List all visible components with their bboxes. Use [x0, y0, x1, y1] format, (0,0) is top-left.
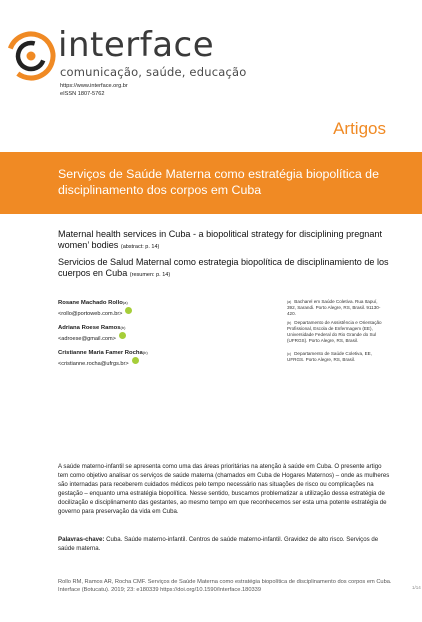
journal-name: interface [58, 25, 215, 65]
author-email: <cristianne.rocha@ufrgs.br> [58, 360, 278, 367]
affiliation: $^{(b)}$ Departamento de Assistência e Orientação Profissional, Escola de Enfermagem (EE), Universidade Federal do Rio Grande do Sul (UFRGS). Porto Alegre, RS, Brasil. [287, 320, 382, 343]
author-block [58, 300, 278, 317]
journal-meta [60, 82, 128, 98]
abstract-text: A saúde materno-infantil se apresenta como uma das áreas prioritárias na atenção à saúde em Cuba. O presente artigo tem como objetivo analisar os serviços de saúde materna (chamados em Cuba de Hogares Maternos) – onde as mulheres são internadas para receberem cuidados médicos pelo tempo necessário nas situações de risco ou complicações na gestação – enquanto uma estratégia biopolítica. Nesse sentido, buscamos problematizar a utilização dessa estratégia de docilização e disciplinamento das gestantes, ao mesmo tempo em que reconhecemos ser esta uma potente estratégia de governo para preservação da vida em Cuba. [58, 463, 390, 516]
page-indicator: 1/14 [412, 585, 421, 590]
author-mark: (a) [122, 300, 128, 305]
alt-title-spanish-text: Servicios de Salud Maternal como estrategia biopolítica de disciplinamiento de los cuerpos en Cuba [58, 257, 389, 278]
journal-logo-icon [6, 31, 56, 81]
keywords [58, 535, 392, 553]
orcid-icon[interactable] [125, 307, 132, 314]
alt-title-english [58, 229, 398, 253]
citation: Rollo RM, Ramos AR, Rocha CMF. Serviços de Saúde Materna como estratégia biopolítica de disciplinamento dos corpos em Cuba. Interface (Botucatu). 2019; 23: e180339 https://doi.org/10.1590/Interface.180339 [58, 579, 392, 594]
author-mark: (b) [120, 325, 126, 330]
affiliation: $^{(c)}$ Departamento de Saúde Coletiva, EE, UFRGS. Porto Alegre, RS, Brasil. [287, 351, 372, 362]
journal-subtitle: comunicação, saúde, educação [60, 65, 247, 79]
alt-title-english-text: Maternal health services in Cuba - a biopolitical strategy for disciplining pregnant women’ bodies [58, 229, 383, 250]
keywords-text: Cuba. Saúde materno-infantil. Centros de saúde materno-infantil. Gravidez de alto risco. Serviços de saúde materna. [58, 536, 379, 553]
orcid-icon[interactable] [119, 332, 126, 339]
journal-url[interactable]: https://www.interface.org.br [60, 83, 128, 89]
author-name: Cristianne Maria Famer Rocha$^{(b)}$ [58, 350, 148, 356]
alt-title-spanish [58, 257, 398, 281]
author-mark: (b) [142, 350, 148, 355]
author-block [58, 350, 278, 367]
abstract-link[interactable]: (abstract: p. 14) [120, 244, 160, 250]
affiliation: $^{(a)}$ Bacharel em Saúde Coletiva. Rua Itapuí, 392, Sarandi. Porto Alegre, RS, Brasil. 91130-420. [287, 299, 381, 316]
author-name: Adriana Roese Ramos$^{(b)}$ [58, 325, 126, 331]
author-email: <rollo@portoweb.com.br> [58, 310, 278, 317]
author-block [58, 325, 278, 342]
keywords-label: Palavras-chave: [58, 536, 105, 543]
author-name: Rosane Machado Rollo$^{(a)}$ [58, 300, 128, 306]
author-email: <adroese@gmail.com> [58, 335, 278, 342]
resumen-link[interactable]: (resumen: p. 14) [129, 272, 171, 278]
article-title: Serviços de Saúde Materna como estratégia biopolítica de disciplinamento dos corpos em Cuba [58, 167, 379, 197]
journal-issn: eISSN 1807-5762 [60, 91, 105, 97]
section-label: Artigos [333, 119, 386, 138]
orcid-icon[interactable] [132, 357, 139, 364]
